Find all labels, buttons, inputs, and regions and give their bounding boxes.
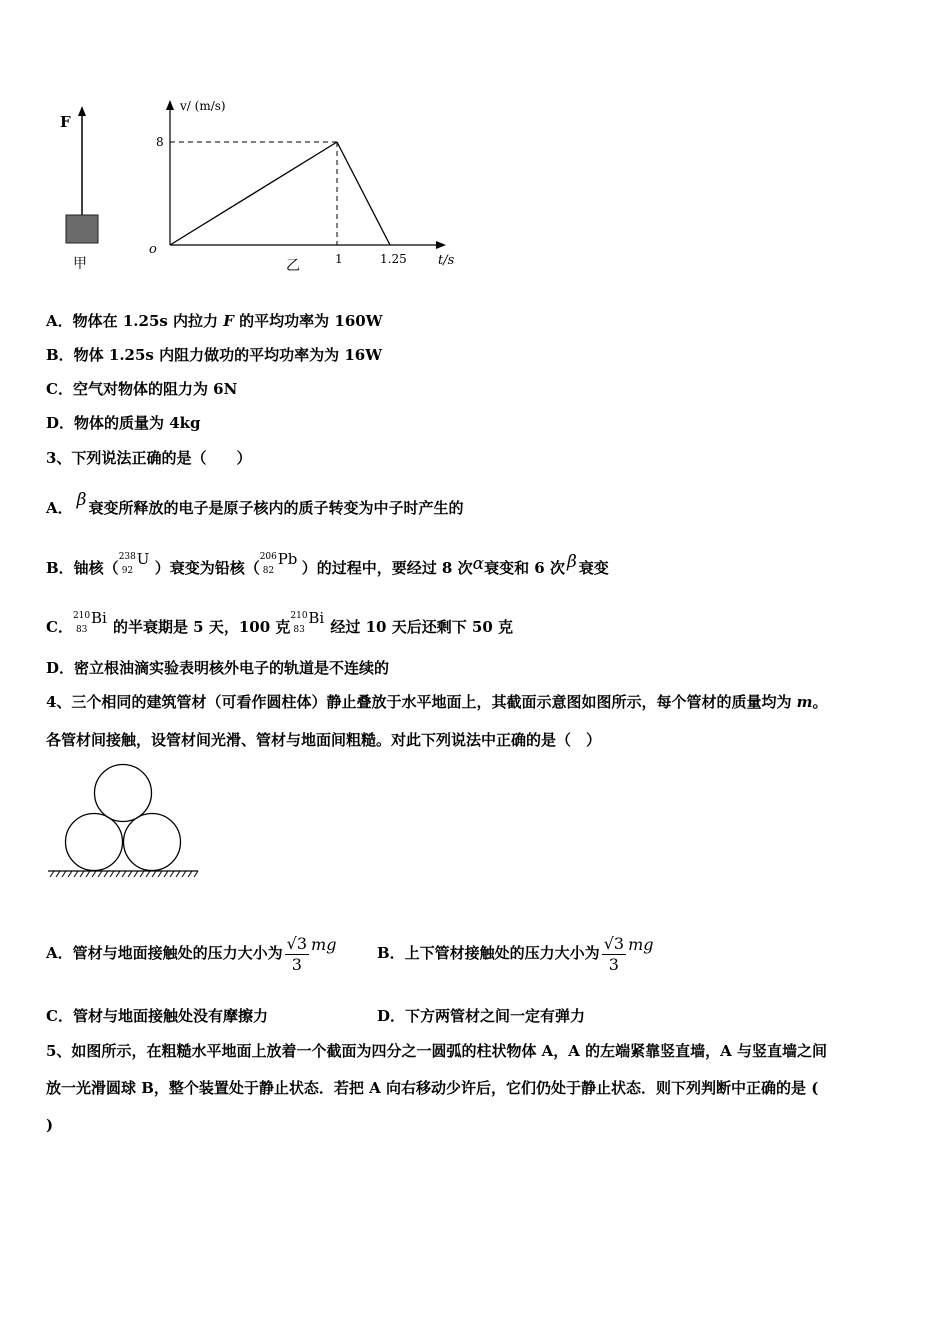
q3-option-c-end: 经过 10 天后还剩下 50 克: [330, 618, 514, 636]
q3-option-b-mid2: 衰变和 6 次: [484, 559, 565, 577]
q4-option-a-text: A．管材与地面接触处的压力大小为: [46, 944, 283, 962]
q4-option-a: [46, 922, 336, 976]
vt-line-rise: [170, 142, 337, 245]
frac-numerator: √3: [286, 933, 308, 953]
frac-denominator-b: 3: [608, 954, 619, 974]
q3-option-b-mid: ）衰变为铅核（: [154, 559, 260, 577]
pb-mass-number: 206: [259, 552, 277, 562]
q3-option-b-label: B．铀核（: [46, 559, 119, 577]
mg-symbol: mg: [311, 935, 337, 954]
fig-caption-jia: 甲: [73, 256, 87, 272]
q4-stem-line1: [46, 692, 828, 712]
q5-stem-line3: ): [46, 1116, 54, 1134]
force-diagram: [55, 100, 115, 275]
q4-stem-end: 。: [812, 693, 828, 711]
q4-option-d: D．下方两管材之间一定有弹力: [377, 1007, 586, 1025]
mg-symbol-b: mg: [628, 935, 654, 954]
bi-mass-number: 210: [72, 611, 91, 621]
q3-option-b: [46, 551, 609, 578]
q4-option-c: C．管材与地面接触处没有摩擦力: [46, 1007, 268, 1025]
y-axis-label: v/ (m/s): [180, 99, 226, 113]
q2-option-a-prefix: A．物体在 1.25s 内拉力: [46, 312, 224, 330]
q4-stem-prefix: 4、三个相同的建筑管材（可看作圆柱体）静止叠放于水平地面上，其截面示意图如图所示，每个管材的质量均为: [46, 693, 797, 711]
q2-option-a: [46, 311, 383, 331]
q3-option-b-end: 衰变: [578, 559, 609, 577]
pipe-top: [95, 765, 152, 822]
beta-symbol-b: β: [566, 552, 577, 572]
q2-option-d: D．物体的质量为 4kg: [46, 414, 201, 432]
q4-option-b-text: B．上下管材接触处的压力大小为: [377, 944, 600, 962]
x-tick-1-25: 1.25: [380, 252, 407, 266]
bismuth-nuclide-2: [290, 610, 330, 636]
bi-mass-number-2: 210: [290, 611, 308, 621]
q4-stem-var: m: [796, 693, 813, 711]
q3-option-a-label: A．: [46, 499, 73, 517]
lead-nuclide: [260, 551, 302, 577]
pipes-diagram: [44, 760, 204, 885]
bi-symbol-2: Bi: [308, 609, 325, 627]
pipe-bottom-right: [124, 814, 181, 871]
beta-symbol: β: [76, 490, 87, 510]
pb-symbol: Pb: [277, 550, 298, 568]
force-label: F: [60, 113, 71, 131]
q2-option-c: C．空气对物体的阻力为 6N: [46, 380, 238, 398]
frac-numerator-b: √3: [603, 933, 625, 953]
y-axis-arrow: [166, 100, 174, 110]
fraction-sqrt3-over-3-b: [602, 934, 626, 975]
pipe-bottom-left: [66, 814, 123, 871]
u-atomic-number: 92: [121, 566, 134, 576]
bi-atomic-number: 83: [75, 625, 88, 635]
q3-option-d: D．密立根油滴实验表明核外电子的轨道是不连续的: [46, 659, 390, 677]
x-axis-arrow: [436, 241, 446, 249]
vt-graph: [140, 92, 470, 277]
q3-option-c-label: C．: [46, 618, 73, 636]
q2-option-a-suffix: 的平均功率为 160W: [233, 312, 383, 330]
fig-caption-yi: 乙: [286, 258, 300, 274]
block: [66, 215, 98, 243]
q3-option-c-mid: 的半衰期是 5 天，100 克: [112, 618, 291, 636]
y-tick-8: 8: [156, 135, 164, 149]
x-axis-label: t/s: [438, 253, 455, 268]
bi-atomic-number-2: 83: [293, 625, 305, 635]
force-arrow-head: [78, 106, 86, 116]
uranium-nuclide: [119, 551, 155, 577]
u-mass-number: 238: [118, 552, 136, 562]
q3-option-c: [46, 610, 513, 637]
q3-option-a-text: 衰变所释放的电子是原子核内的质子转变为中子时产生的: [88, 499, 464, 517]
q5-stem-line1: 5、如图所示，在粗糙水平地面上放着一个截面为四分之一圆弧的柱状物体 A，A 的左端紧靠竖直墙，A 与竖直墙之间: [46, 1042, 828, 1060]
q2-option-a-var: F: [223, 312, 234, 330]
q5-stem-line2: 放一光滑圆球 B，整个装置处于静止状态．若把 A 向右移动少许后，它们仍处于静止状态．则下列判断中正确的是 (: [46, 1079, 819, 1097]
q3-stem: 3、下列说法正确的是（ ）: [46, 449, 252, 467]
origin-label: o: [149, 242, 157, 257]
pb-atomic-number: 82: [262, 566, 275, 576]
bi-symbol: Bi: [90, 609, 107, 627]
q3-option-a: [46, 490, 463, 518]
ground-hatch: [50, 871, 198, 877]
q2-option-b: B．物体 1.25s 内阻力做功的平均功率为为 16W: [46, 346, 383, 364]
bismuth-nuclide-1: [73, 610, 113, 636]
x-tick-1: 1: [335, 252, 343, 266]
alpha-symbol: α: [472, 554, 485, 574]
vt-line-fall: [337, 142, 390, 245]
u-symbol: U: [136, 550, 150, 568]
q4-option-b: [377, 922, 653, 976]
q3-option-b-after: ）的过程中，要经过 8 次: [301, 559, 473, 577]
frac-denominator: 3: [291, 954, 302, 974]
fraction-sqrt3-over-3: [285, 934, 309, 975]
q4-stem-line2: 各管材间接触，设管材间光滑、管材与地面间粗糙。对此下列说法中正确的是（ ）: [46, 731, 602, 749]
